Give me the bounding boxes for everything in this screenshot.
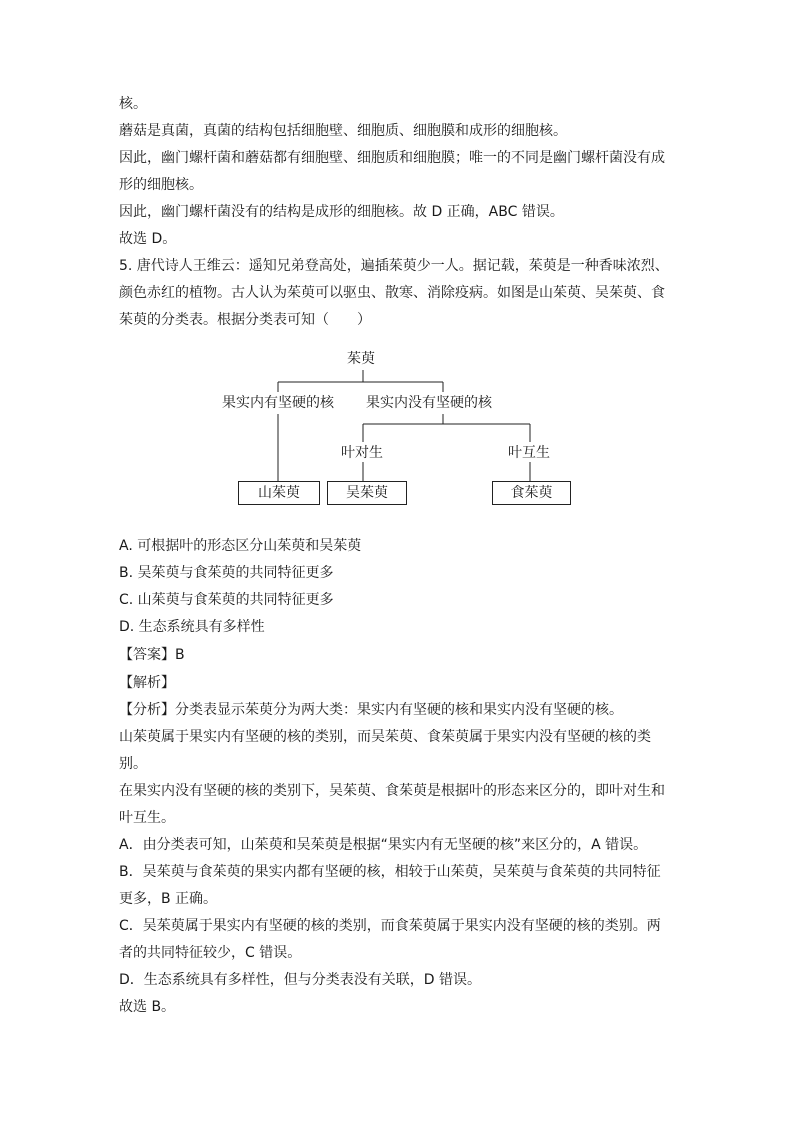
diagram-leaf-box: 吴茱萸 (327, 481, 407, 505)
text-line: 因此，幽门螺杆菌没有的结构是成形的细胞核。故 D 正确，ABC 错误。 (119, 204, 564, 220)
analysis-line: 故选 B。 (119, 999, 176, 1015)
option-a: A. 可根据叶的形态区分山茱萸和吴茱萸 (119, 538, 362, 554)
analysis-line: 山茱萸属于果实内有坚硬的核的类别，而吴茱萸、食茱萸属于果实内没有坚硬的核的类 (119, 729, 651, 745)
analysis-line: 者的共同特征较少，C 错误。 (119, 945, 302, 961)
text-line: 蘑菇是真菌，真菌的结构包括细胞壁、细胞质、细胞膜和成形的细胞核。 (119, 123, 567, 139)
diagram-root-label: 茱萸 (347, 351, 375, 367)
analysis-heading: 【解析】 (119, 675, 175, 691)
analysis-line: C．吴茱萸属于果实内有坚硬的核的类别，而食茱萸属于果实内没有坚硬的核的类别。两 (119, 918, 661, 934)
option-c: C. 山茱萸与食茱萸的共同特征更多 (119, 592, 334, 608)
text-line: 故选 D。 (119, 231, 177, 247)
diagram-leaf-box: 山茱萸 (238, 481, 320, 505)
question-line: 颜色赤红的植物。古人认为茱萸可以驱虫、散寒、消除疫病。如图是山茱萸、吴茱萸、食 (119, 285, 665, 301)
diagram-sub-right: 叶互生 (508, 445, 550, 461)
analysis-line: A．由分类表可知，山茱萸和吴茱萸是根据“果实内有无坚硬的核”来区分的，A 错误。 (119, 837, 648, 853)
diagram-branch-left: 果实内有坚硬的核 (222, 395, 334, 411)
text-line: 因此，幽门螺杆菌和蘑菇都有细胞壁、细胞质和细胞膜；唯一的不同是幽门螺杆菌没有成 (119, 150, 665, 166)
option-b: B. 吴茱萸与食茱萸的共同特征更多 (119, 565, 334, 581)
diagram-leaf-box: 食茱萸 (492, 481, 571, 505)
analysis-line: 【分析】分类表显示茱萸分为两大类：果实内有坚硬的核和果实内没有坚硬的核。 (119, 702, 623, 718)
classification-diagram (200, 344, 620, 514)
text-line: 形的细胞核。 (119, 177, 203, 193)
option-d: D. 生态系统具有多样性 (119, 619, 265, 635)
analysis-line: B．吴茱萸与食茱萸的果实内都有坚硬的核，相较于山茱萸，吴茱萸与食茱萸的共同特征 (119, 864, 661, 880)
analysis-line: 在果实内没有坚硬的核的类别下，吴茱萸、食茱萸是根据叶的形态来区分的，即叶对生和 (119, 783, 665, 799)
analysis-line: 别。 (119, 756, 147, 772)
question-line: 5. 唐代诗人王维云：遥知兄弟登高处，遍插茱萸少一人。据记载，茱萸是一种香味浓烈、 (119, 258, 669, 274)
diagram-branch-right: 果实内没有坚硬的核 (366, 395, 492, 411)
diagram-sub-left: 叶对生 (341, 445, 383, 461)
question-line: 茱萸的分类表。根据分类表可知（ ） (119, 312, 371, 328)
answer-line: 【答案】B (119, 647, 185, 663)
analysis-line: 更多，B 正确。 (119, 891, 218, 907)
analysis-line: 叶互生。 (119, 810, 175, 826)
text-line: 核。 (119, 96, 147, 112)
analysis-line: D．生态系统具有多样性，但与分类表没有关联，D 错误。 (119, 972, 482, 988)
